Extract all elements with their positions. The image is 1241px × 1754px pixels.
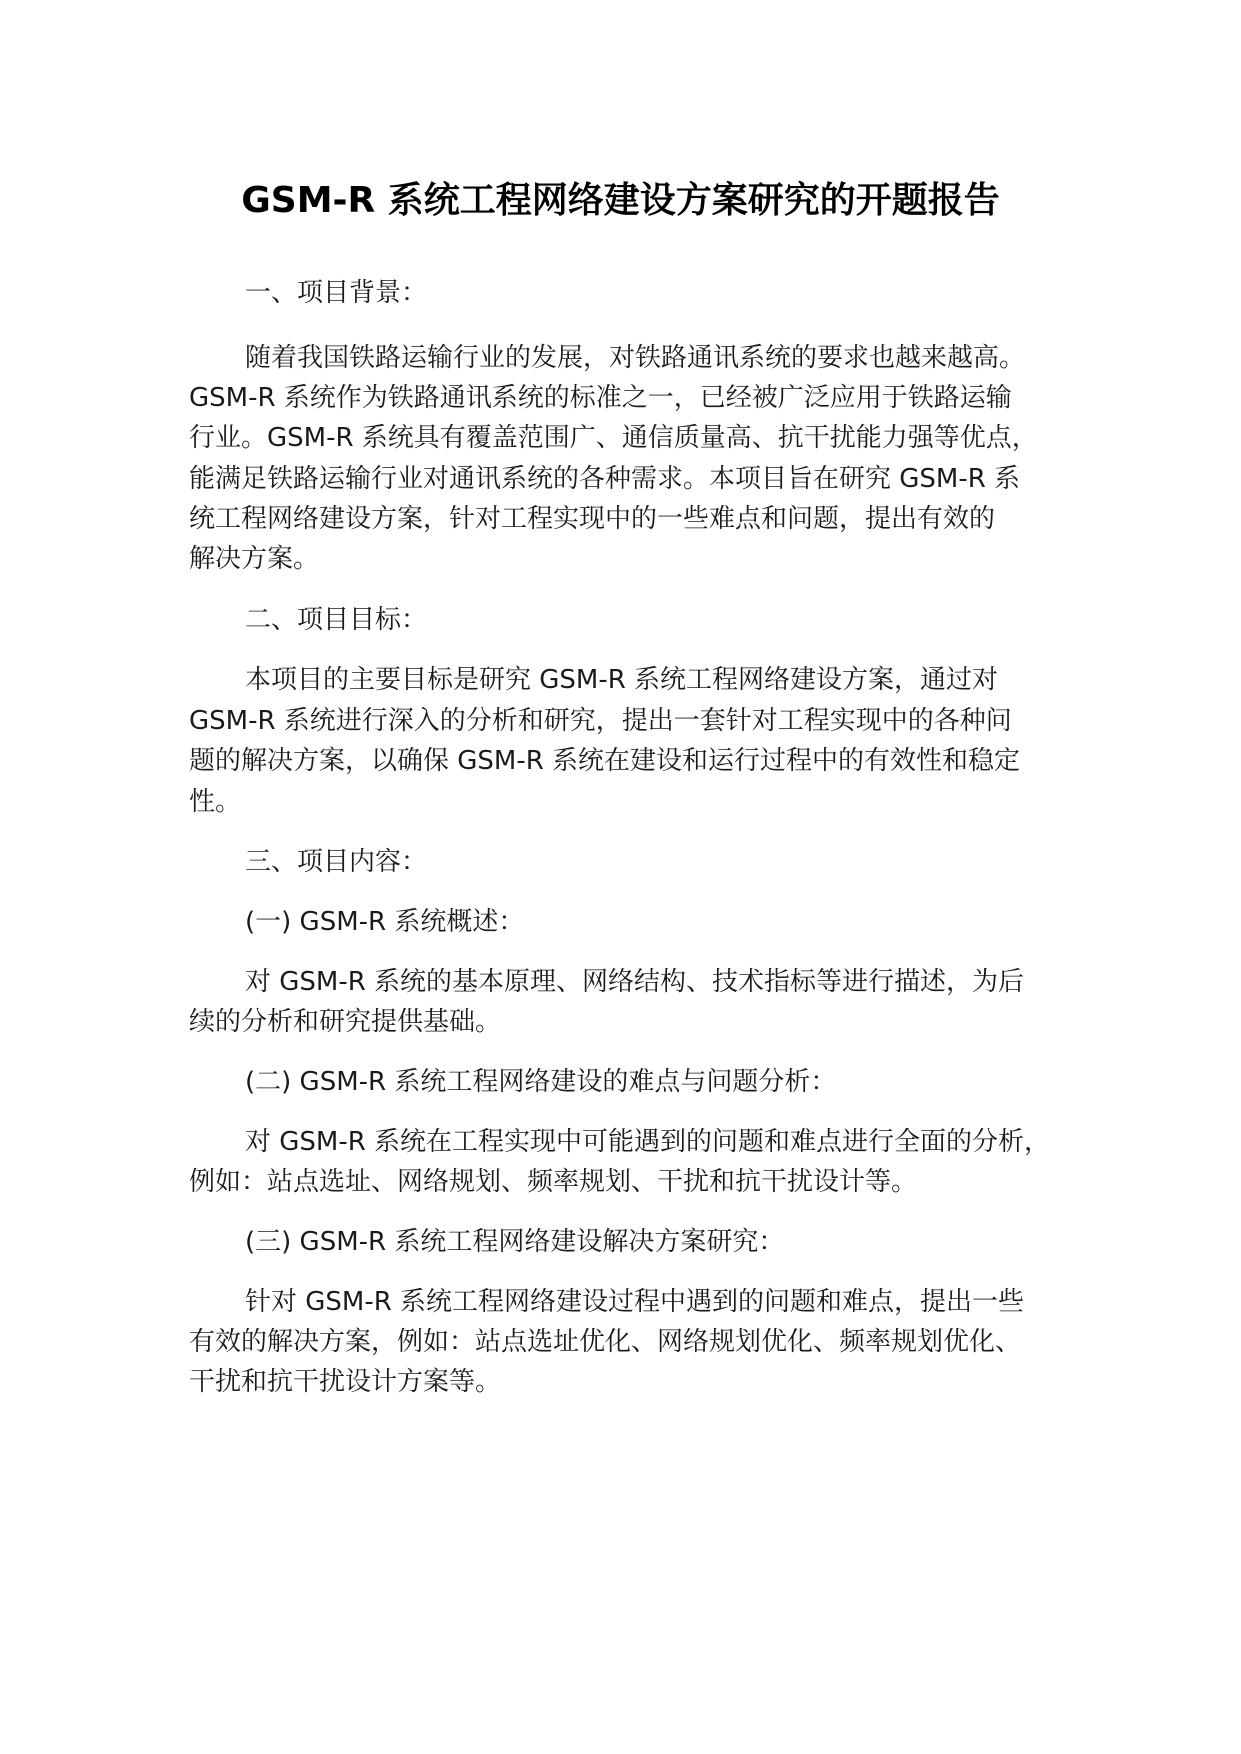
paragraph-line: 有效的解决方案，例如：站点选址优化、网络规划优化、频率规划优化、 [189,1327,1022,1357]
section-heading-content: 三、项目内容： [245,847,428,877]
paragraph-line: 干扰和抗干扰设计方案等。 [189,1367,502,1397]
paragraph-line: GSM-R 系统作为铁路通讯系统的标准之一，已经被广泛应用于铁路运输 [189,383,1012,413]
paragraph-line: 行业。GSM-R 系统具有覆盖范围广、通信质量高、抗干扰能力强等优点， [189,423,1038,453]
paragraph-line: 续的分析和研究提供基础。 [189,1007,502,1037]
paragraph-line: 针对 GSM-R 系统工程网络建设过程中遇到的问题和难点，提出一些 [245,1287,1025,1317]
paragraph-line: 本项目的主要目标是研究 GSM-R 系统工程网络建设方案，通过对 [245,665,999,695]
paragraph-line: 例如：站点选址、网络规划、频率规划、干扰和抗干扰设计等。 [189,1167,918,1197]
paragraph-line: 能满足铁路运输行业对通讯系统的各种需求。本项目旨在研究 GSM-R 系 [189,464,1021,494]
section-heading-objectives: 二、项目目标： [245,605,428,635]
section-heading-background: 一、项目背景： [245,278,428,308]
page-title: GSM-R 系统工程网络建设方案研究的开题报告 [241,180,1000,221]
subsection-heading-1: (一) GSM-R 系统概述： [245,907,525,937]
paragraph-line: 题的解决方案，以确保 GSM-R 系统在建设和运行过程中的有效性和稳定 [189,746,1021,776]
subsection-heading-3: (三) GSM-R 系统工程网络建设解决方案研究： [245,1227,785,1257]
paragraph-line: 随着我国铁路运输行业的发展，对铁路通讯系统的要求也越来越高。 [245,343,1026,373]
paragraph-line: 解决方案。 [189,544,320,574]
paragraph-line: 对 GSM-R 系统的基本原理、网络结构、技术指标等进行描述，为后 [245,967,1025,997]
paragraph-line: 统工程网络建设方案，针对工程实现中的一些难点和问题，提出有效的 [189,504,996,534]
paragraph-line: 性。 [189,787,242,817]
subsection-heading-2: (二) GSM-R 系统工程网络建设的难点与问题分析： [245,1067,837,1097]
paragraph-line: 对 GSM-R 系统在工程实现中可能遇到的问题和难点进行全面的分析， [245,1127,1051,1157]
paragraph-line: GSM-R 系统进行深入的分析和研究，提出一套针对工程实现中的各种问 [189,706,1012,736]
